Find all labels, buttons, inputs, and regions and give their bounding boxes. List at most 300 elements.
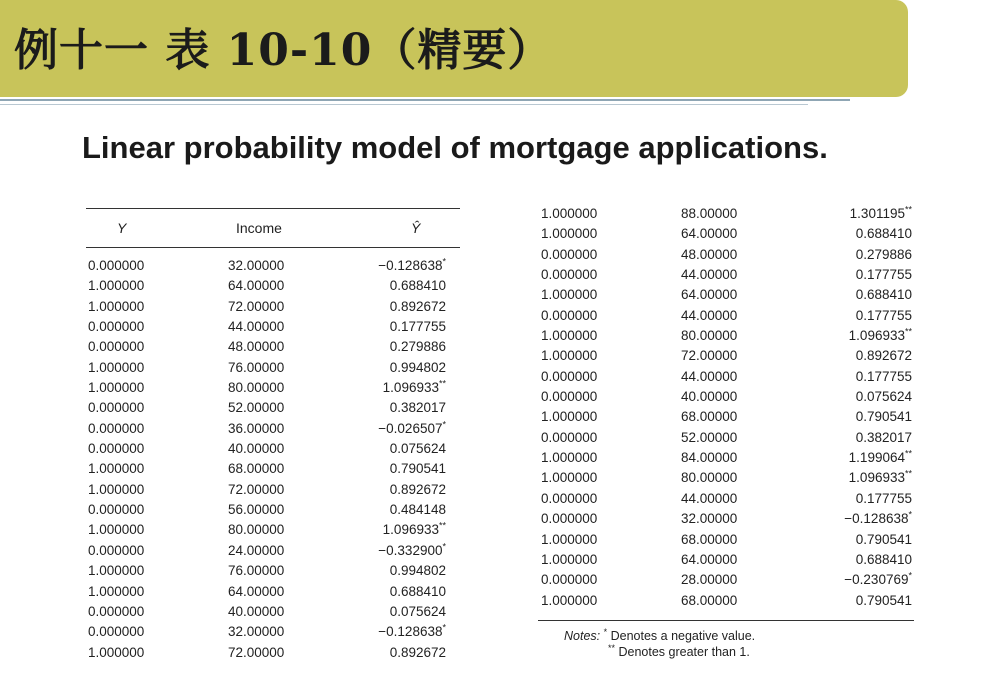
cell-y xyxy=(88,258,144,273)
cell-income xyxy=(681,287,737,302)
cell-y-value: 1.000000 xyxy=(541,328,598,344)
table-row xyxy=(86,400,460,420)
cell-yhat-value: 0.994802 xyxy=(389,359,446,375)
cell-y xyxy=(541,247,597,262)
cell-yhat-value: 0.279886 xyxy=(389,339,446,355)
cell-income-value: 32.00000 xyxy=(228,624,285,640)
cell-income xyxy=(228,604,284,619)
cell-yhat xyxy=(856,389,912,404)
table-row xyxy=(86,339,460,359)
cell-yhat xyxy=(390,563,446,578)
cell-y xyxy=(88,360,144,375)
cell-income-value: 72.00000 xyxy=(228,481,285,497)
cell-income xyxy=(228,380,284,395)
table-row xyxy=(86,563,460,583)
table-row xyxy=(86,522,460,542)
cell-income xyxy=(228,258,284,273)
cell-yhat xyxy=(390,584,446,599)
cell-yhat xyxy=(849,450,912,465)
cell-yhat xyxy=(844,511,912,526)
cell-yhat xyxy=(390,502,446,517)
cell-yhat-value: −0.128638 xyxy=(378,624,443,640)
cell-yhat xyxy=(378,624,446,639)
cell-y-value: 1.000000 xyxy=(88,461,145,477)
cell-yhat xyxy=(390,604,446,619)
cell-yhat xyxy=(856,552,912,567)
cell-y xyxy=(88,400,144,415)
cell-yhat xyxy=(383,380,446,395)
cell-yhat xyxy=(850,206,912,221)
table-row xyxy=(86,624,460,644)
cell-y-value: 0.000000 xyxy=(88,258,145,273)
table-row xyxy=(86,584,460,604)
cell-income-value: 36.00000 xyxy=(228,420,285,436)
cell-income-value: 44.00000 xyxy=(228,319,285,335)
cell-yhat-value: 0.790541 xyxy=(855,409,912,425)
cell-income-value: 44.00000 xyxy=(681,267,738,283)
cell-y-value: 0.000000 xyxy=(541,246,598,262)
cell-income xyxy=(681,470,737,485)
cell-y xyxy=(541,593,597,608)
title-bar xyxy=(0,0,908,97)
notes-label: Notes: xyxy=(564,629,601,643)
cell-income xyxy=(681,430,737,445)
cell-y-value: 0.000000 xyxy=(541,490,598,506)
cell-income-value: 32.00000 xyxy=(681,511,738,527)
right-table-body xyxy=(538,206,914,613)
cell-y-value: 1.000000 xyxy=(541,470,598,486)
cell-income xyxy=(681,572,737,587)
cell-income-value: 48.00000 xyxy=(228,339,285,355)
cell-income-value: 64.00000 xyxy=(228,278,285,294)
cell-yhat xyxy=(856,308,912,323)
cell-yhat xyxy=(856,369,912,384)
cell-y-value: 0.000000 xyxy=(541,307,598,323)
cell-y-value: 0.000000 xyxy=(88,624,145,640)
cell-yhat xyxy=(390,319,446,334)
cell-yhat xyxy=(844,572,912,587)
cell-y xyxy=(541,430,597,445)
cell-yhat xyxy=(390,299,446,314)
cell-footnote-mark: ** xyxy=(438,520,446,531)
cell-y xyxy=(541,287,597,302)
cell-y xyxy=(541,226,597,241)
note1-mark: * xyxy=(603,626,608,637)
cell-yhat-value: −0.332900 xyxy=(378,542,443,558)
cell-income xyxy=(681,450,737,465)
cell-y-value: 1.000000 xyxy=(88,298,145,314)
cell-income-value: 24.00000 xyxy=(228,542,285,558)
cell-y xyxy=(88,543,144,558)
table-row xyxy=(86,299,460,319)
note2-mark: ** xyxy=(608,642,616,653)
cell-income-value: 80.00000 xyxy=(228,522,285,538)
cell-y xyxy=(88,522,144,537)
cell-yhat-value: −0.128638 xyxy=(844,511,909,527)
cell-yhat-value: 0.484148 xyxy=(389,502,446,518)
cell-y xyxy=(541,511,597,526)
title-divider-thin xyxy=(0,104,808,105)
cell-y xyxy=(541,328,597,343)
cell-income xyxy=(681,206,737,221)
cell-footnote-mark: * xyxy=(442,541,446,552)
cell-yhat xyxy=(856,593,912,608)
cell-yhat-value: 0.688410 xyxy=(389,278,446,294)
cell-income xyxy=(681,491,737,506)
cell-y xyxy=(88,604,144,619)
cell-y-value: 0.000000 xyxy=(88,339,145,355)
table-caption: Linear probability model of mortgage applications. xyxy=(82,130,828,165)
cell-income xyxy=(681,226,737,241)
cell-y xyxy=(88,441,144,456)
table-row xyxy=(538,389,914,409)
cell-yhat-value: 0.177755 xyxy=(389,319,446,335)
table-row xyxy=(538,348,914,368)
table-row xyxy=(86,421,460,441)
cell-y xyxy=(88,624,144,639)
cell-y xyxy=(88,339,144,354)
cell-y-value: 1.000000 xyxy=(541,226,598,242)
cell-y xyxy=(88,563,144,578)
cell-y xyxy=(88,502,144,517)
cell-y-value: 1.000000 xyxy=(88,583,145,599)
cell-y-value: 1.000000 xyxy=(88,522,145,538)
cell-yhat xyxy=(856,430,912,445)
cell-y xyxy=(541,348,597,363)
cell-yhat-value: −0.026507 xyxy=(378,420,443,436)
table-row xyxy=(538,267,914,287)
cell-yhat xyxy=(856,491,912,506)
note1-text: Denotes a negative value. xyxy=(607,629,756,643)
cell-income xyxy=(228,482,284,497)
table-row xyxy=(538,206,914,226)
cell-y xyxy=(88,319,144,334)
cell-y xyxy=(541,409,597,424)
title-divider xyxy=(0,99,850,101)
cell-y-value: 0.000000 xyxy=(541,267,598,283)
table-notes xyxy=(564,628,755,660)
cell-y xyxy=(541,389,597,404)
table-row xyxy=(86,645,460,665)
cell-income xyxy=(681,532,737,547)
left-table-body xyxy=(86,258,460,665)
cell-yhat-value: 0.382017 xyxy=(855,429,912,445)
cell-y-value: 1.000000 xyxy=(88,644,145,660)
cell-income-value: 88.00000 xyxy=(681,206,738,221)
cell-y xyxy=(88,461,144,476)
cell-income xyxy=(228,319,284,334)
cell-yhat-value: 0.994802 xyxy=(389,563,446,579)
cell-yhat-value: 0.790541 xyxy=(855,531,912,547)
table-row xyxy=(86,441,460,461)
cell-income-value: 68.00000 xyxy=(681,409,738,425)
cell-income xyxy=(228,563,284,578)
table-row xyxy=(86,258,460,278)
cell-income xyxy=(228,502,284,517)
cell-y xyxy=(88,299,144,314)
cell-income-value: 72.00000 xyxy=(228,644,285,660)
cell-y xyxy=(88,482,144,497)
cell-income-value: 32.00000 xyxy=(228,258,285,273)
cell-yhat xyxy=(390,441,446,456)
cell-y-value: 1.000000 xyxy=(88,481,145,497)
cell-yhat-value: 0.075624 xyxy=(855,389,912,405)
table-row xyxy=(86,604,460,624)
slide-title: 例十一 表 10-10（精要） xyxy=(14,25,553,76)
cell-income xyxy=(681,369,737,384)
header-yhat: Ŷ xyxy=(411,220,421,236)
cell-income xyxy=(681,511,737,526)
cell-y xyxy=(541,450,597,465)
table-row xyxy=(538,552,914,572)
table-header xyxy=(86,220,460,240)
cell-y xyxy=(541,572,597,587)
cell-yhat-value: 0.790541 xyxy=(389,461,446,477)
cell-y xyxy=(88,380,144,395)
table-top-rule xyxy=(86,208,460,209)
cell-yhat-value: 0.075624 xyxy=(389,441,446,457)
cell-income-value: 44.00000 xyxy=(681,368,738,384)
cell-yhat xyxy=(856,267,912,282)
cell-income xyxy=(228,584,284,599)
cell-income xyxy=(228,522,284,537)
cell-y xyxy=(541,369,597,384)
table-row xyxy=(538,430,914,450)
cell-income xyxy=(228,461,284,476)
cell-y-value: 0.000000 xyxy=(88,441,145,457)
cell-income-value: 64.00000 xyxy=(228,583,285,599)
cell-income-value: 40.00000 xyxy=(228,603,285,619)
table-row xyxy=(86,278,460,298)
cell-y-value: 0.000000 xyxy=(88,502,145,518)
cell-income xyxy=(681,593,737,608)
table-row xyxy=(538,247,914,267)
cell-income xyxy=(681,247,737,262)
table-bottom-rule xyxy=(538,620,914,621)
cell-yhat-value: 0.790541 xyxy=(855,592,912,608)
cell-income xyxy=(228,278,284,293)
cell-income xyxy=(228,299,284,314)
cell-income xyxy=(681,267,737,282)
cell-yhat-value: 0.892672 xyxy=(389,298,446,314)
cell-yhat xyxy=(390,400,446,415)
cell-yhat xyxy=(856,409,912,424)
cell-footnote-mark: ** xyxy=(904,204,912,215)
cell-income xyxy=(681,409,737,424)
cell-yhat xyxy=(849,328,912,343)
cell-y xyxy=(541,206,597,221)
cell-yhat-value: 1.096933 xyxy=(848,328,905,344)
cell-yhat-value: 0.075624 xyxy=(389,603,446,619)
cell-income-value: 84.00000 xyxy=(681,450,738,466)
cell-y xyxy=(541,470,597,485)
cell-yhat-value: 1.301195 xyxy=(849,206,905,221)
cell-y-value: 0.000000 xyxy=(88,319,145,335)
cell-income-value: 68.00000 xyxy=(681,531,738,547)
cell-yhat-value: 0.688410 xyxy=(389,583,446,599)
cell-income xyxy=(228,421,284,436)
cell-yhat xyxy=(390,645,446,660)
cell-yhat xyxy=(378,421,446,436)
table-row xyxy=(538,450,914,470)
cell-yhat xyxy=(390,360,446,375)
cell-y-value: 1.000000 xyxy=(541,551,598,567)
cell-y xyxy=(88,645,144,660)
cell-yhat-value: −0.230769 xyxy=(844,572,909,588)
header-income: Income xyxy=(236,220,282,236)
cell-yhat-value: 1.096933 xyxy=(848,470,905,486)
cell-y xyxy=(541,532,597,547)
cell-y-value: 1.000000 xyxy=(541,348,598,364)
cell-yhat xyxy=(856,348,912,363)
cell-y-value: 0.000000 xyxy=(541,511,598,527)
cell-income-value: 64.00000 xyxy=(681,551,738,567)
cell-yhat-value: 0.279886 xyxy=(855,246,912,262)
cell-footnote-mark: * xyxy=(908,509,912,520)
cell-y-value: 0.000000 xyxy=(88,542,145,558)
cell-yhat-value: 0.177755 xyxy=(855,267,912,283)
table-row xyxy=(538,409,914,429)
cell-y-value: 1.000000 xyxy=(541,206,598,221)
cell-income xyxy=(228,441,284,456)
cell-income-value: 28.00000 xyxy=(681,572,738,588)
cell-yhat-value: 0.688410 xyxy=(855,226,912,242)
cell-income-value: 72.00000 xyxy=(681,348,738,364)
table-row xyxy=(86,482,460,502)
table-row xyxy=(538,572,914,592)
cell-footnote-mark: * xyxy=(442,622,446,633)
cell-yhat xyxy=(856,532,912,547)
cell-income-value: 68.00000 xyxy=(228,461,285,477)
cell-footnote-mark: ** xyxy=(438,378,446,389)
table-row xyxy=(538,226,914,246)
cell-income xyxy=(681,552,737,567)
cell-yhat-value: 0.382017 xyxy=(389,400,446,416)
cell-y-value: 0.000000 xyxy=(541,389,598,405)
cell-y xyxy=(541,308,597,323)
table-row xyxy=(86,502,460,522)
cell-yhat xyxy=(390,339,446,354)
table-row xyxy=(538,593,914,613)
table-row xyxy=(538,369,914,389)
cell-income-value: 80.00000 xyxy=(228,380,285,396)
table-row xyxy=(538,491,914,511)
cell-footnote-mark: * xyxy=(442,419,446,430)
cell-yhat-value: 0.892672 xyxy=(855,348,912,364)
cell-income-value: 40.00000 xyxy=(681,389,738,405)
cell-y-value: 1.000000 xyxy=(88,380,145,396)
cell-yhat-value: 0.892672 xyxy=(389,644,446,660)
cell-footnote-mark: ** xyxy=(904,448,912,459)
cell-income-value: 76.00000 xyxy=(228,359,285,375)
cell-income xyxy=(681,389,737,404)
cell-y-value: 1.000000 xyxy=(541,531,598,547)
table-row xyxy=(86,360,460,380)
cell-yhat xyxy=(383,522,446,537)
cell-income-value: 40.00000 xyxy=(228,441,285,457)
table-row xyxy=(538,511,914,531)
cell-y-value: 1.000000 xyxy=(541,409,598,425)
cell-footnote-mark: * xyxy=(442,256,446,267)
cell-y xyxy=(88,278,144,293)
cell-footnote-mark: * xyxy=(908,570,912,581)
cell-yhat-value: 0.177755 xyxy=(855,368,912,384)
cell-income-value: 80.00000 xyxy=(681,328,738,344)
cell-yhat xyxy=(856,247,912,262)
table-row xyxy=(538,328,914,348)
cell-yhat-value: 1.096933 xyxy=(382,522,439,538)
cell-yhat xyxy=(390,278,446,293)
table-row xyxy=(538,532,914,552)
cell-y-value: 1.000000 xyxy=(541,592,598,608)
cell-income-value: 52.00000 xyxy=(228,400,285,416)
table-row xyxy=(538,470,914,490)
cell-yhat xyxy=(856,287,912,302)
cell-footnote-mark: ** xyxy=(904,468,912,479)
cell-y-value: 0.000000 xyxy=(88,420,145,436)
cell-y xyxy=(88,584,144,599)
cell-yhat xyxy=(856,226,912,241)
cell-income-value: 64.00000 xyxy=(681,226,738,242)
cell-income xyxy=(228,339,284,354)
cell-income xyxy=(228,543,284,558)
cell-income-value: 52.00000 xyxy=(681,429,738,445)
cell-income xyxy=(681,328,737,343)
cell-income xyxy=(681,348,737,363)
cell-income-value: 80.00000 xyxy=(681,470,738,486)
cell-y-value: 1.000000 xyxy=(541,450,598,466)
cell-yhat-value: 0.177755 xyxy=(855,490,912,506)
table-row xyxy=(538,287,914,307)
cell-y-value: 0.000000 xyxy=(541,368,598,384)
cell-income-value: 64.00000 xyxy=(681,287,738,303)
table-row xyxy=(86,543,460,563)
cell-yhat xyxy=(390,482,446,497)
cell-y-value: 0.000000 xyxy=(88,603,145,619)
cell-income xyxy=(228,360,284,375)
table-header-rule xyxy=(86,247,460,248)
table-row xyxy=(86,380,460,400)
cell-income-value: 48.00000 xyxy=(681,246,738,262)
cell-y-value: 1.000000 xyxy=(541,287,598,303)
cell-yhat xyxy=(849,470,912,485)
header-y: Y xyxy=(117,220,127,236)
cell-income-value: 68.00000 xyxy=(681,592,738,608)
table-row xyxy=(86,319,460,339)
cell-y xyxy=(541,267,597,282)
cell-y xyxy=(541,491,597,506)
cell-income-value: 76.00000 xyxy=(228,563,285,579)
cell-income-value: 56.00000 xyxy=(228,502,285,518)
cell-yhat-value: 0.688410 xyxy=(855,287,912,303)
cell-y-value: 0.000000 xyxy=(541,572,598,588)
cell-y xyxy=(88,421,144,436)
table-row xyxy=(538,308,914,328)
cell-y-value: 0.000000 xyxy=(88,400,145,416)
cell-yhat-value: 0.688410 xyxy=(855,551,912,567)
cell-income-value: 72.00000 xyxy=(228,298,285,314)
cell-footnote-mark: ** xyxy=(904,326,912,337)
cell-y-value: 0.000000 xyxy=(541,429,598,445)
cell-yhat-value: 0.892672 xyxy=(389,481,446,497)
cell-income-value: 44.00000 xyxy=(681,490,738,506)
cell-yhat xyxy=(378,258,446,273)
cell-income xyxy=(681,308,737,323)
cell-y-value: 1.000000 xyxy=(88,563,145,579)
cell-yhat xyxy=(378,543,446,558)
cell-yhat-value: 1.096933 xyxy=(382,380,439,396)
cell-y-value: 1.000000 xyxy=(88,359,145,375)
